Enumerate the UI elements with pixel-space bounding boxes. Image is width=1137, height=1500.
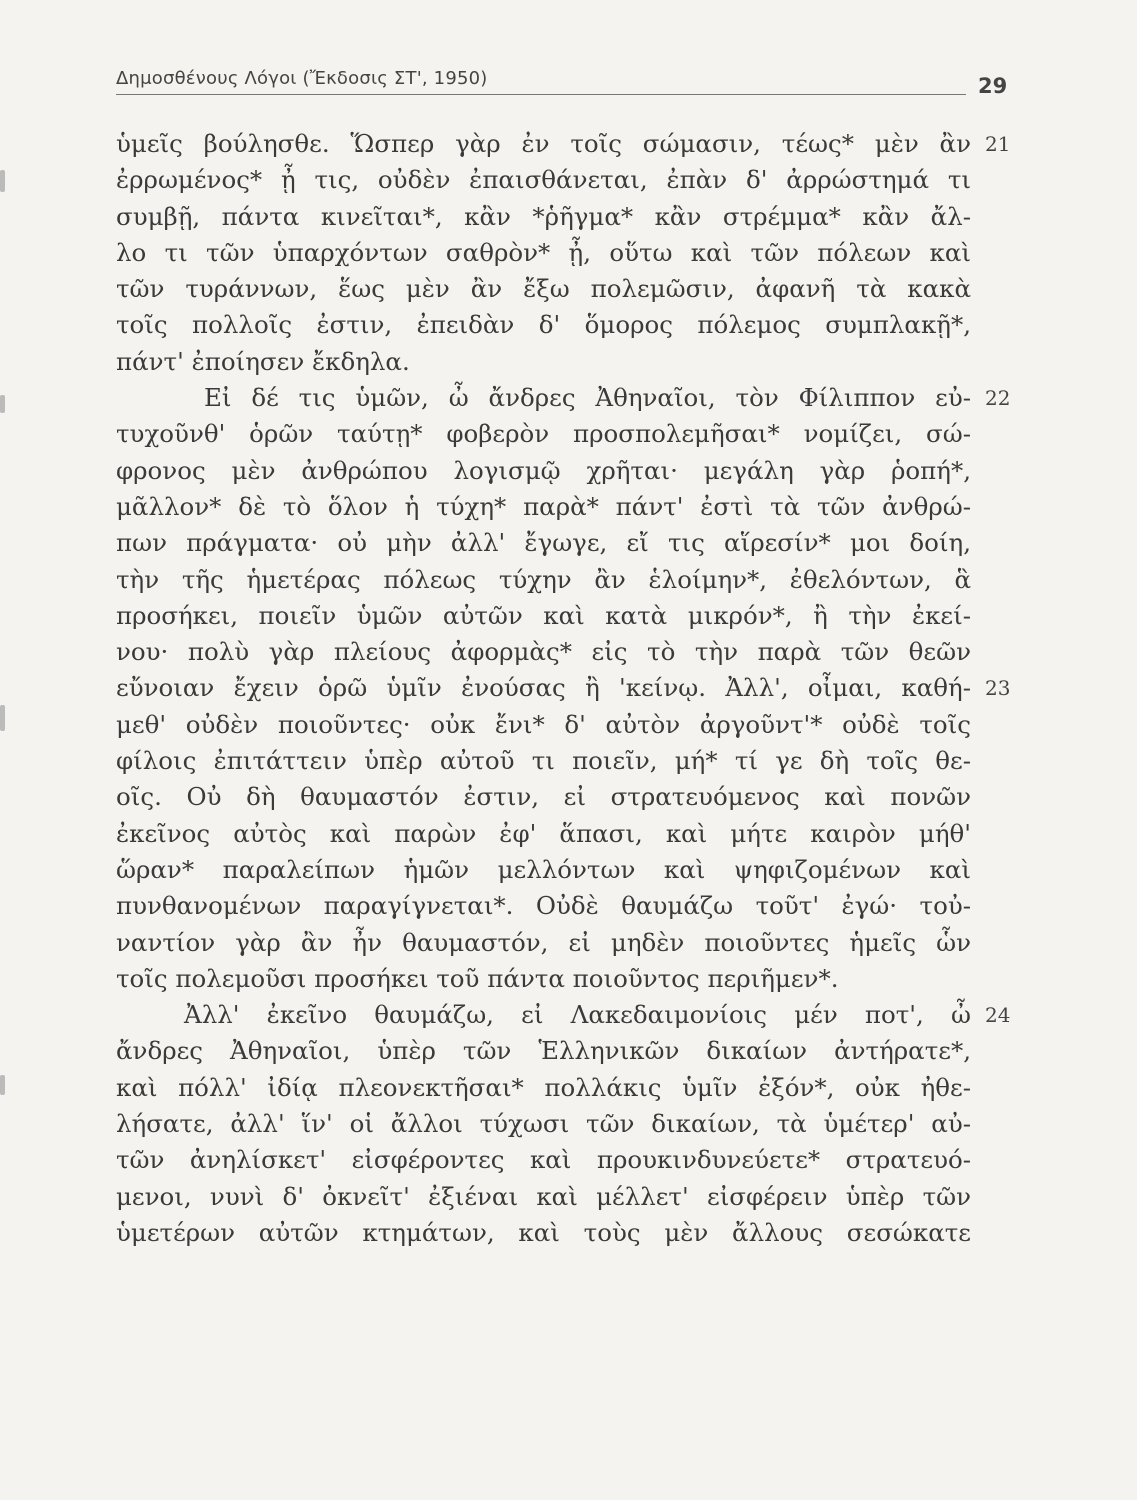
page-edge-mark	[0, 170, 5, 192]
page-number: 29	[978, 74, 1008, 98]
text-line	[116, 598, 971, 634]
text-line-content: προσήκει, ποιεῖν ὑμῶν αὐτῶν καὶ κατὰ μικρόν*, ἢ τὴν ἐκεί-	[116, 600, 971, 630]
text-line-content: τοῖς πολλοῖς ἐστιν, ἐπειδὰν δ' ὅμορος πόλεμος συμπλακῇ*,	[116, 310, 971, 340]
text-line	[116, 852, 971, 888]
text-line	[116, 344, 971, 380]
text-line-content: Εἰ δέ τις ὑμῶν, ὦ ἄνδρες Ἀθηναῖοι, τὸν Φίλιππον εὐ-	[204, 383, 971, 413]
text-line	[116, 489, 971, 525]
text-line	[116, 1179, 971, 1215]
page-edge-mark	[0, 1075, 5, 1095]
text-line	[116, 961, 971, 997]
text-line-content: τοῖς πολεμοῦσι προσήκει τοῦ πάντα ποιοῦντος περιῆμεν*.	[116, 963, 839, 993]
text-line	[116, 707, 971, 743]
text-line	[116, 1142, 971, 1178]
text-line-content: καὶ πόλλ' ἰδίᾳ πλεονεκτῆσαι* πολλάκις ὑμῖν ἐξόν*, οὐκ ἠθε-	[116, 1072, 971, 1102]
text-line-content: φίλοις ἐπιτάττειν ὑπὲρ αὐτοῦ τι ποιεῖν, μή* τί γε δὴ τοῖς θε-	[116, 746, 971, 776]
text-line	[116, 307, 971, 343]
text-line-content: φρονος μὲν ἀνθρώπου λογισμῷ χρῆται· μεγάλη γὰρ ῥοπή*,	[116, 455, 971, 485]
text-line	[116, 670, 1011, 706]
text-line	[116, 562, 971, 598]
text-line-content: πων πράγματα· οὐ μὴν ἀλλ' ἔγωγε, εἴ τις αἵρεσίν* μοι δοίη,	[116, 528, 971, 558]
section-number: 22	[985, 386, 1011, 411]
text-line-content: Ἀλλ' ἐκεῖνο θαυμάζω, εἰ Λακεδαιμονίοις μέν ποτ', ὦ	[184, 1000, 971, 1030]
text-line-content: ἐρρωμένος* ᾖ τις, οὐδὲν ἐπαισθάνεται, ἐπὰν δ' ἀρρώστημά τι	[116, 165, 971, 195]
text-line-content: λο τι τῶν ὑπαρχόντων σαθρὸν* ᾖ, οὕτω καὶ τῶν πόλεων καὶ	[116, 237, 971, 267]
header-title: Δημοσθένους Λόγοι (Ἔκδοσις ΣΤ', 1950)	[116, 68, 488, 89]
text-line-content: πάντ' ἐποίησεν ἔκδηλα.	[116, 346, 410, 376]
text-line-content: μενοι, νυνὶ δ' ὀκνεῖτ' ἐξιέναι καὶ μέλλετ' εἰσφέρειν ὑπὲρ τῶν	[116, 1181, 971, 1211]
text-line	[116, 816, 971, 852]
text-line	[116, 380, 1011, 416]
text-line	[116, 199, 971, 235]
text-line	[116, 634, 971, 670]
text-line	[116, 1106, 971, 1142]
text-line-content: εὔνοιαν ἔχειν ὁρῶ ὑμῖν ἐνούσας ἢ 'κείνῳ. Ἀλλ', οἶμαι, καθή-	[116, 673, 971, 703]
text-line-content: τὴν τῆς ἡμετέρας πόλεως τύχην ἂν ἑλοίμην*, ἐθελόντων, ἃ	[116, 564, 971, 594]
text-line	[116, 162, 971, 198]
text-line-content: τῶν ἀνηλίσκετ' εἰσφέροντες καὶ προυκινδυνεύετε* στρατευό-	[116, 1145, 971, 1175]
body-text	[116, 126, 1011, 1251]
text-line-content: λήσατε, ἀλλ' ἵν' οἱ ἄλλοι τύχωσι τῶν δικαίων, τὰ ὑμέτερ' αὐ-	[116, 1109, 971, 1139]
text-line	[116, 925, 971, 961]
text-line-content: ὑμετέρων αὐτῶν κτημάτων, καὶ τοὺς μὲν ἄλλους σεσώκατε	[116, 1217, 971, 1247]
text-line	[116, 779, 971, 815]
text-line-content: συμβῇ, πάντα κινεῖται*, κἂν *ῥῆγμα* κἂν στρέμμα* κἂν ἄλ-	[116, 201, 971, 231]
text-line-content: μᾶλλον* δὲ τὸ ὅλον ἡ τύχη* παρὰ* πάντ' ἐστὶ τὰ τῶν ἀνθρώ-	[116, 491, 971, 521]
text-line	[116, 743, 971, 779]
page-edge-mark	[0, 395, 5, 413]
page-edge-mark	[0, 705, 5, 731]
text-line-content: ναντίον γὰρ ἂν ἦν θαυμαστόν, εἰ μηδὲν ποιοῦντες ἡμεῖς ὧν	[116, 927, 971, 957]
section-number: 21	[985, 132, 1011, 156]
text-line-content: ὑμεῖς βούλησθε. Ὥσπερ γὰρ ἐν τοῖς σώμασιν, τέως* μὲν ἂν	[116, 129, 971, 158]
text-line	[116, 997, 1011, 1033]
text-line-content: νου· πολὺ γὰρ πλείους ἀφορμὰς* εἰς τὸ τὴν παρὰ τῶν θεῶν	[116, 637, 971, 667]
text-line-content: ὥραν* παραλείπων ἡμῶν μελλόντων καὶ ψηφιζομένων καὶ	[116, 854, 971, 884]
text-line-content: πυνθανομένων παραγίγνεται*. Οὐδὲ θαυμάζω τοῦτ' ἐγώ· τοὐ-	[116, 891, 971, 921]
text-line	[116, 271, 971, 307]
text-line	[116, 235, 971, 271]
text-line	[116, 453, 971, 489]
text-line	[116, 888, 971, 924]
text-line-content: τυχοῦνθ' ὁρῶν ταύτῃ* φοβερὸν προσπολεμῆσαι* νομίζει, σώ-	[116, 419, 971, 449]
text-line	[116, 126, 1011, 162]
text-line-content: ἐκεῖνος αὐτὸς καὶ παρὼν ἐφ' ἅπασι, καὶ μήτε καιρὸν μήθ'	[116, 818, 971, 848]
text-line-content: ἄνδρες Ἀθηναῖοι, ὑπὲρ τῶν Ἑλληνικῶν δικαίων ἀντήρατε*,	[116, 1036, 971, 1066]
text-line	[116, 416, 971, 452]
text-line-content: οῖς. Οὐ δὴ θαυμαστόν ἐστιν, εἰ στρατευόμενος καὶ πονῶν	[116, 782, 971, 812]
section-number: 24	[985, 1003, 1011, 1028]
text-line	[116, 1033, 971, 1069]
text-line-content: μεθ' οὐδὲν ποιοῦντες· οὐκ ἔνι* δ' αὐτὸν ἀργοῦντ'* οὐδὲ τοῖς	[116, 709, 971, 739]
text-line-content: τῶν τυράννων, ἕως μὲν ἂν ἔξω πολεμῶσιν, ἀφανῆ τὰ κακὰ	[116, 274, 971, 304]
running-header	[116, 62, 1016, 102]
text-line	[116, 1215, 971, 1251]
header-rule	[116, 94, 966, 95]
text-line	[116, 525, 971, 561]
section-number: 23	[985, 676, 1011, 701]
text-line	[116, 1070, 971, 1106]
